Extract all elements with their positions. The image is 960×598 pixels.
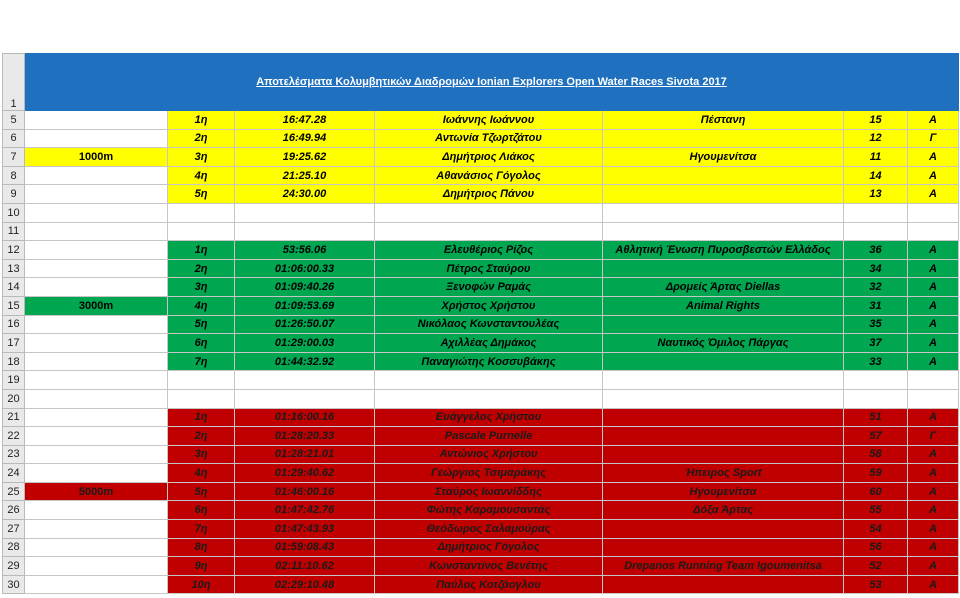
athlete-name-cell[interactable]: Δημήτριος Λιάκος [375, 148, 603, 167]
empty-cell[interactable] [908, 371, 959, 390]
empty-cell[interactable] [375, 222, 603, 241]
empty-cell[interactable] [25, 427, 168, 446]
time-cell[interactable]: 01:59:08.43 [235, 538, 375, 557]
club-cell[interactable]: Ηγουμενίτσα [603, 148, 844, 167]
athlete-name-cell[interactable]: Παναγιώτης Κοσσυβάκης [375, 352, 603, 371]
empty-cell[interactable] [168, 371, 235, 390]
athlete-name-cell[interactable]: Pascale Purnelle [375, 427, 603, 446]
row-header[interactable]: 18 [3, 352, 25, 371]
row-header[interactable]: 1 [3, 54, 25, 111]
club-cell[interactable]: Πέστανη [603, 111, 844, 130]
row-header[interactable]: 16 [3, 315, 25, 334]
empty-cell[interactable] [25, 334, 168, 353]
time-cell[interactable]: 02:11:10.62 [235, 557, 375, 576]
category-cell[interactable]: Α [908, 241, 959, 260]
distance-label[interactable]: 5000m [25, 482, 168, 501]
row-header[interactable]: 25 [3, 482, 25, 501]
result-row [3, 315, 959, 334]
athlete-name-cell[interactable]: Νικόλαος Κωνσταντουλέας [375, 315, 603, 334]
result-row [3, 334, 959, 353]
empty-cell[interactable] [25, 408, 168, 427]
empty-cell[interactable] [25, 129, 168, 148]
club-cell[interactable] [603, 520, 844, 539]
club-cell[interactable] [603, 445, 844, 464]
time-cell[interactable]: 01:16:00.16 [235, 408, 375, 427]
athlete-name-cell[interactable]: Κωνσταντίνος Βενέτης [375, 557, 603, 576]
place-cell[interactable]: 3η [168, 445, 235, 464]
bib-number-cell[interactable]: 58 [844, 445, 908, 464]
athlete-name-cell[interactable]: Χρήστος Χρήστου [375, 296, 603, 315]
row-header[interactable]: 17 [3, 334, 25, 353]
bib-number-cell[interactable]: 34 [844, 259, 908, 278]
place-cell[interactable]: 5η [168, 315, 235, 334]
place-cell[interactable]: 2η [168, 427, 235, 446]
time-cell[interactable]: 01:28:21.01 [235, 445, 375, 464]
row-header[interactable]: 15 [3, 296, 25, 315]
bib-number-cell[interactable]: 57 [844, 427, 908, 446]
category-cell[interactable]: Α [908, 408, 959, 427]
empty-cell[interactable] [25, 111, 168, 130]
category-cell[interactable]: Α [908, 296, 959, 315]
place-cell[interactable]: 5η [168, 185, 235, 204]
athlete-name-cell[interactable]: Πέτρος Σταύρου [375, 259, 603, 278]
empty-cell[interactable] [375, 203, 603, 222]
time-cell[interactable]: 01:46:00.16 [235, 482, 375, 501]
distance-label[interactable]: 3000m [25, 296, 168, 315]
athlete-name-cell[interactable]: Αχιλλέας Δημάκος [375, 334, 603, 353]
row-header[interactable]: 24 [3, 464, 25, 483]
bib-number-cell[interactable]: 15 [844, 111, 908, 130]
bib-number-cell[interactable]: 59 [844, 464, 908, 483]
athlete-name-cell[interactable]: Δημήτριος Πάνου [375, 185, 603, 204]
row-header[interactable]: 21 [3, 408, 25, 427]
result-row [3, 129, 959, 148]
time-cell[interactable]: 01:09:53.69 [235, 296, 375, 315]
empty-cell[interactable] [375, 371, 603, 390]
result-row [3, 352, 959, 371]
empty-cell[interactable] [25, 278, 168, 297]
empty-cell[interactable] [603, 389, 844, 408]
empty-cell[interactable] [25, 501, 168, 520]
bib-number-cell[interactable]: 14 [844, 166, 908, 185]
empty-cell[interactable] [25, 575, 168, 594]
category-cell[interactable]: Γ [908, 427, 959, 446]
empty-cell[interactable] [25, 241, 168, 260]
club-cell[interactable]: Ναυτικός Όμιλος Πάργας [603, 334, 844, 353]
result-row [3, 111, 959, 130]
athlete-name-cell[interactable]: Γεώργιος Τσιμαράκης [375, 464, 603, 483]
club-cell[interactable]: Αθλητική Ένωση Πυροσβεστών Ελλάδος [603, 241, 844, 260]
athlete-name-cell[interactable]: Ευάγγελος Χρήστου [375, 408, 603, 427]
result-row [3, 520, 959, 539]
athlete-name-cell[interactable]: Αντώνιος Χρήστου [375, 445, 603, 464]
bib-number-cell[interactable]: 54 [844, 520, 908, 539]
row-header[interactable]: 11 [3, 222, 25, 241]
bib-number-cell[interactable]: 33 [844, 352, 908, 371]
club-cell[interactable] [603, 259, 844, 278]
row-header[interactable]: 26 [3, 501, 25, 520]
row-header[interactable]: 7 [3, 148, 25, 167]
time-cell[interactable]: 01:06:00.33 [235, 259, 375, 278]
time-cell[interactable]: 16:47.28 [235, 111, 375, 130]
result-row [3, 241, 959, 260]
empty-cell[interactable] [235, 389, 375, 408]
empty-cell[interactable] [25, 389, 168, 408]
empty-cell[interactable] [844, 222, 908, 241]
empty-row [3, 389, 959, 408]
result-row [3, 575, 959, 594]
result-row [3, 278, 959, 297]
place-cell[interactable]: 1η [168, 241, 235, 260]
empty-cell[interactable] [844, 203, 908, 222]
category-cell[interactable]: Α [908, 482, 959, 501]
club-cell[interactable]: Δρομείς Άρτας Diellas [603, 278, 844, 297]
result-row [3, 185, 959, 204]
empty-cell[interactable] [25, 538, 168, 557]
bib-number-cell[interactable]: 13 [844, 185, 908, 204]
empty-cell[interactable] [25, 222, 168, 241]
row-header[interactable]: 20 [3, 389, 25, 408]
place-cell[interactable]: 4η [168, 166, 235, 185]
club-cell[interactable] [603, 538, 844, 557]
category-cell[interactable]: Α [908, 166, 959, 185]
empty-cell[interactable] [908, 203, 959, 222]
club-cell[interactable] [603, 166, 844, 185]
athlete-name-cell[interactable]: Δημήτριος Γόγολος [375, 538, 603, 557]
empty-cell[interactable] [844, 371, 908, 390]
category-cell[interactable]: Α [908, 334, 959, 353]
empty-cell[interactable] [168, 222, 235, 241]
result-row [3, 148, 959, 167]
empty-cell[interactable] [235, 371, 375, 390]
row-header[interactable]: 6 [3, 129, 25, 148]
category-cell[interactable]: Α [908, 520, 959, 539]
empty-cell[interactable] [25, 464, 168, 483]
category-cell[interactable]: Α [908, 148, 959, 167]
place-cell[interactable]: 1η [168, 111, 235, 130]
result-row [3, 445, 959, 464]
empty-cell[interactable] [844, 389, 908, 408]
time-cell[interactable]: 01:44:32.92 [235, 352, 375, 371]
empty-row [3, 371, 959, 390]
club-cell[interactable] [603, 427, 844, 446]
club-cell[interactable] [603, 185, 844, 204]
bib-number-cell[interactable]: 11 [844, 148, 908, 167]
row-header[interactable]: 13 [3, 259, 25, 278]
empty-cell[interactable] [25, 371, 168, 390]
time-cell[interactable]: 24:30.00 [235, 185, 375, 204]
empty-cell[interactable] [603, 222, 844, 241]
bib-number-cell[interactable]: 32 [844, 278, 908, 297]
place-cell[interactable]: 3η [168, 278, 235, 297]
bib-number-cell[interactable]: 52 [844, 557, 908, 576]
result-row [3, 557, 959, 576]
row-header[interactable]: 12 [3, 241, 25, 260]
title-row [3, 54, 959, 111]
time-cell[interactable]: 01:47:42.76 [235, 501, 375, 520]
result-row [3, 464, 959, 483]
club-cell[interactable]: Ηγουμενίτσα [603, 482, 844, 501]
time-cell[interactable]: 01:28:20.33 [235, 427, 375, 446]
row-header[interactable]: 29 [3, 557, 25, 576]
athlete-name-cell[interactable]: Αθανάσιος Γόγολος [375, 166, 603, 185]
category-cell[interactable]: Α [908, 575, 959, 594]
club-cell[interactable]: Drepanos Running Team Igoumenitsa [603, 557, 844, 576]
row-header[interactable]: 19 [3, 371, 25, 390]
athlete-name-cell[interactable]: Σταύρος Ιωαννίδδης [375, 482, 603, 501]
category-cell[interactable]: Α [908, 445, 959, 464]
empty-cell[interactable] [235, 203, 375, 222]
result-row [3, 427, 959, 446]
result-row [3, 296, 959, 315]
result-row [3, 482, 959, 501]
bib-number-cell[interactable]: 12 [844, 129, 908, 148]
category-cell[interactable]: Α [908, 111, 959, 130]
place-cell[interactable]: 1η [168, 408, 235, 427]
place-cell[interactable]: 10η [168, 575, 235, 594]
place-cell[interactable]: 6η [168, 334, 235, 353]
time-cell[interactable]: 02:29:10.48 [235, 575, 375, 594]
row-header[interactable]: 5 [3, 111, 25, 130]
category-cell[interactable]: Α [908, 315, 959, 334]
empty-cell[interactable] [25, 259, 168, 278]
empty-cell[interactable] [25, 445, 168, 464]
time-cell[interactable]: 01:29:00.03 [235, 334, 375, 353]
row-header[interactable]: 27 [3, 520, 25, 539]
bib-number-cell[interactable]: 55 [844, 501, 908, 520]
sheet-title[interactable]: Αποτελέσματα Κολυμβητικών Διαδρομών Ionian Explorers Open Water Races Sivota 2017 [25, 54, 959, 111]
time-cell[interactable]: 21:25.10 [235, 166, 375, 185]
athlete-name-cell[interactable]: Φώτης Καραμουσαντάς [375, 501, 603, 520]
club-cell[interactable]: Δόξα Άρτας [603, 501, 844, 520]
place-cell[interactable]: 6η [168, 501, 235, 520]
row-header[interactable]: 23 [3, 445, 25, 464]
athlete-name-cell[interactable]: Παύλος Κοτζάογλου [375, 575, 603, 594]
row-header[interactable]: 10 [3, 203, 25, 222]
result-row [3, 538, 959, 557]
bib-number-cell[interactable]: 36 [844, 241, 908, 260]
empty-cell[interactable] [25, 166, 168, 185]
empty-row [3, 222, 959, 241]
club-cell[interactable] [603, 129, 844, 148]
result-row [3, 501, 959, 520]
bib-number-cell[interactable]: 31 [844, 296, 908, 315]
category-cell[interactable]: Γ [908, 129, 959, 148]
athlete-name-cell[interactable]: Ξενοφών Ραμάς [375, 278, 603, 297]
row-header[interactable]: 8 [3, 166, 25, 185]
empty-cell[interactable] [603, 203, 844, 222]
time-cell[interactable]: 01:26:50.07 [235, 315, 375, 334]
place-cell[interactable]: 9η [168, 557, 235, 576]
category-cell[interactable]: Α [908, 352, 959, 371]
club-cell[interactable]: Animal Rights [603, 296, 844, 315]
time-cell[interactable]: 16:49.94 [235, 129, 375, 148]
place-cell[interactable]: 8η [168, 538, 235, 557]
category-cell[interactable]: Α [908, 538, 959, 557]
place-cell[interactable]: 5η [168, 482, 235, 501]
club-cell[interactable] [603, 408, 844, 427]
row-header[interactable]: 28 [3, 538, 25, 557]
athlete-name-cell[interactable]: Ελευθέριος Ρίζος [375, 241, 603, 260]
place-cell[interactable]: 2η [168, 129, 235, 148]
distance-label[interactable]: 1000m [25, 148, 168, 167]
bib-number-cell[interactable]: 53 [844, 575, 908, 594]
athlete-name-cell[interactable]: Ιωάννης Ιωάννου [375, 111, 603, 130]
bib-number-cell[interactable]: 60 [844, 482, 908, 501]
bib-number-cell[interactable]: 37 [844, 334, 908, 353]
club-cell[interactable] [603, 352, 844, 371]
place-cell[interactable]: 7η [168, 352, 235, 371]
empty-cell[interactable] [25, 352, 168, 371]
empty-cell[interactable] [603, 371, 844, 390]
empty-cell[interactable] [168, 203, 235, 222]
time-cell[interactable]: 53:56.06 [235, 241, 375, 260]
empty-cell[interactable] [25, 185, 168, 204]
category-cell[interactable]: Α [908, 464, 959, 483]
row-header[interactable]: 14 [3, 278, 25, 297]
time-cell[interactable]: 01:09:40.26 [235, 278, 375, 297]
club-cell[interactable]: Ήπειρος Sport [603, 464, 844, 483]
bib-number-cell[interactable]: 35 [844, 315, 908, 334]
category-cell[interactable]: Α [908, 185, 959, 204]
place-cell[interactable]: 3η [168, 148, 235, 167]
results-spreadsheet [2, 53, 959, 594]
place-cell[interactable]: 7η [168, 520, 235, 539]
place-cell[interactable]: 4η [168, 464, 235, 483]
bib-number-cell[interactable]: 51 [844, 408, 908, 427]
empty-cell[interactable] [375, 389, 603, 408]
place-cell[interactable]: 4η [168, 296, 235, 315]
bib-number-cell[interactable]: 56 [844, 538, 908, 557]
club-cell[interactable] [603, 575, 844, 594]
place-cell[interactable]: 2η [168, 259, 235, 278]
empty-cell[interactable] [25, 203, 168, 222]
empty-cell[interactable] [25, 315, 168, 334]
empty-cell[interactable] [25, 520, 168, 539]
category-cell[interactable]: Α [908, 557, 959, 576]
time-cell[interactable]: 19:25.62 [235, 148, 375, 167]
athlete-name-cell[interactable]: Αντωνία Τζωρτζάτου [375, 129, 603, 148]
empty-cell[interactable] [235, 222, 375, 241]
time-cell[interactable]: 01:47:43.93 [235, 520, 375, 539]
time-cell[interactable]: 01:29:40.62 [235, 464, 375, 483]
row-header[interactable]: 30 [3, 575, 25, 594]
empty-row [3, 203, 959, 222]
empty-cell[interactable] [908, 222, 959, 241]
empty-cell[interactable] [25, 557, 168, 576]
category-cell[interactable]: Α [908, 501, 959, 520]
athlete-name-cell[interactable]: Θεόδωρος Σαλαμούρας [375, 520, 603, 539]
category-cell[interactable]: Α [908, 259, 959, 278]
result-row [3, 166, 959, 185]
empty-cell[interactable] [168, 389, 235, 408]
category-cell[interactable]: Α [908, 278, 959, 297]
row-header[interactable]: 9 [3, 185, 25, 204]
empty-cell[interactable] [908, 389, 959, 408]
result-row [3, 259, 959, 278]
result-row [3, 408, 959, 427]
row-header[interactable]: 22 [3, 427, 25, 446]
club-cell[interactable] [603, 315, 844, 334]
